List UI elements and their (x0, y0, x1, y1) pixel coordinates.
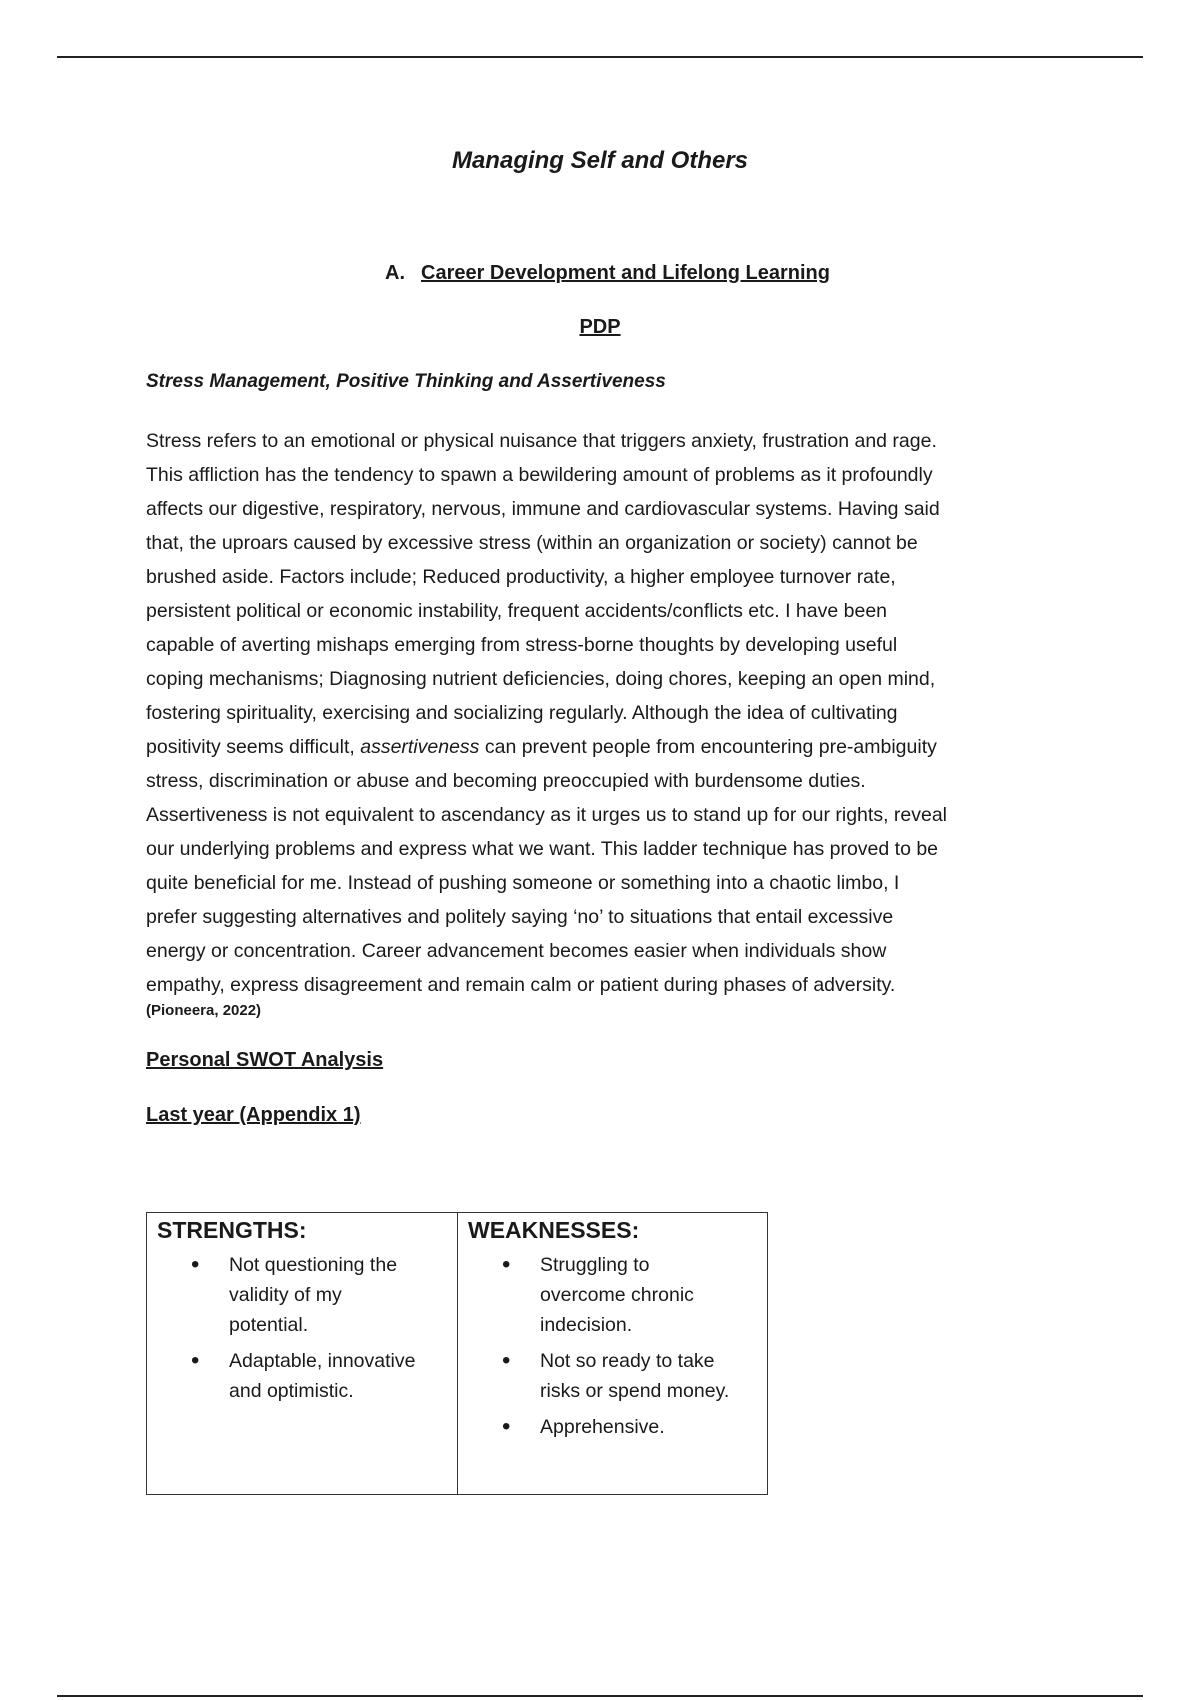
list-item-line: potential. (229, 1314, 309, 1336)
weaknesses-heading: WEAKNESSES: (468, 1217, 640, 1243)
top-rule (57, 56, 1143, 58)
weaknesses-cell (457, 1213, 767, 1494)
paragraph-line: fostering spirituality, exercising and socializing regularly. Although the idea of cultivating (146, 702, 898, 724)
paragraph-line: prefer suggesting alternatives and politely saying ‘no’ to situations that entail excessive (146, 906, 894, 928)
body-paragraph (146, 424, 1056, 1002)
paragraph-line: our underlying problems and express what we want. This ladder technique has proved to be (146, 838, 939, 860)
weaknesses-list (468, 1250, 759, 1442)
paragraph-line: empathy, express disagreement and remain calm or patient during phases of adversity. (146, 974, 896, 996)
list-item-line: • Apprehensive. (540, 1416, 665, 1438)
section-title: Career Development and Lifelong Learning (421, 262, 830, 284)
strengths-heading: STRENGTHS: (157, 1217, 307, 1243)
list-item-line: • Not questioning the (229, 1254, 398, 1276)
paragraph-line: that, the uproars caused by excessive stress (within an organization or society) cannot be (146, 532, 918, 554)
list-item (468, 1250, 759, 1340)
list-item-line: and optimistic. (229, 1380, 354, 1402)
section-letter: A. (385, 262, 405, 284)
list-item-line: overcome chronic (540, 1284, 694, 1306)
paragraph-line: energy or concentration. Career advancement becomes easier when individuals show (146, 940, 887, 962)
appendix-heading: Last year (Appendix 1) (146, 1104, 361, 1126)
subheading: Stress Management, Positive Thinking and Assertiveness (146, 371, 666, 392)
paragraph-line: persistent political or economic instability, frequent accidents/conflicts etc. I have been (146, 600, 888, 622)
list-item (157, 1346, 449, 1406)
list-item (468, 1412, 759, 1442)
paragraph-line: Stress refers to an emotional or physical nuisance that triggers anxiety, frustration and rage. (146, 430, 937, 452)
paragraph-line: coping mechanisms; Diagnosing nutrient deficiencies, doing chores, keeping an open mind, (146, 668, 936, 690)
strengths-cell (147, 1213, 457, 1494)
paragraph-fragment: positivity seems difficult, (146, 736, 355, 758)
paragraph-line: This affliction has the tendency to spawn a bewildering amount of problems as it profoundly (146, 464, 933, 486)
list-item-line: risks or spend money. (540, 1380, 730, 1402)
paragraph-line: capable of averting mishaps emerging from stress-borne thoughts by developing useful (146, 634, 898, 656)
paragraph-line: Assertiveness is not equivalent to ascendancy as it urges us to stand up for our rights, reveal (146, 804, 948, 826)
strengths-list (157, 1250, 449, 1406)
swot-heading: Personal SWOT Analysis (146, 1049, 384, 1071)
swot-table (146, 1212, 768, 1495)
page-title: Managing Self and Others (451, 147, 749, 174)
list-item-line: validity of my (229, 1284, 342, 1306)
paragraph-fragment: can prevent people from encountering pre-ambiguity (484, 736, 937, 758)
list-item-line: • Adaptable, innovative (229, 1350, 416, 1372)
paragraph-line: quite beneficial for me. Instead of pushing someone or something into a chaotic limbo, I (146, 872, 900, 894)
paragraph-line-mixed (146, 730, 1056, 764)
paragraph-line: brushed aside. Factors include; Reduced productivity, a higher employee turnover rate, (146, 566, 896, 588)
list-item-line: • Struggling to (540, 1254, 650, 1276)
paragraph-line: affects our digestive, respiratory, nervous, immune and cardiovascular systems. Having said (146, 498, 940, 520)
section-heading (385, 262, 830, 285)
bottom-rule (57, 1695, 1143, 1697)
paragraph-line: stress, discrimination or abuse and becoming preoccupied with burdensome duties. (146, 770, 866, 792)
pdp-heading: PDP (579, 316, 621, 338)
list-item (468, 1346, 759, 1406)
citation: (Pioneera, 2022) (146, 1002, 262, 1019)
list-item-line: • Not so ready to take (540, 1350, 715, 1372)
list-item (157, 1250, 449, 1340)
list-item-line: indecision. (540, 1314, 633, 1336)
italic-term: assertiveness (360, 736, 480, 758)
